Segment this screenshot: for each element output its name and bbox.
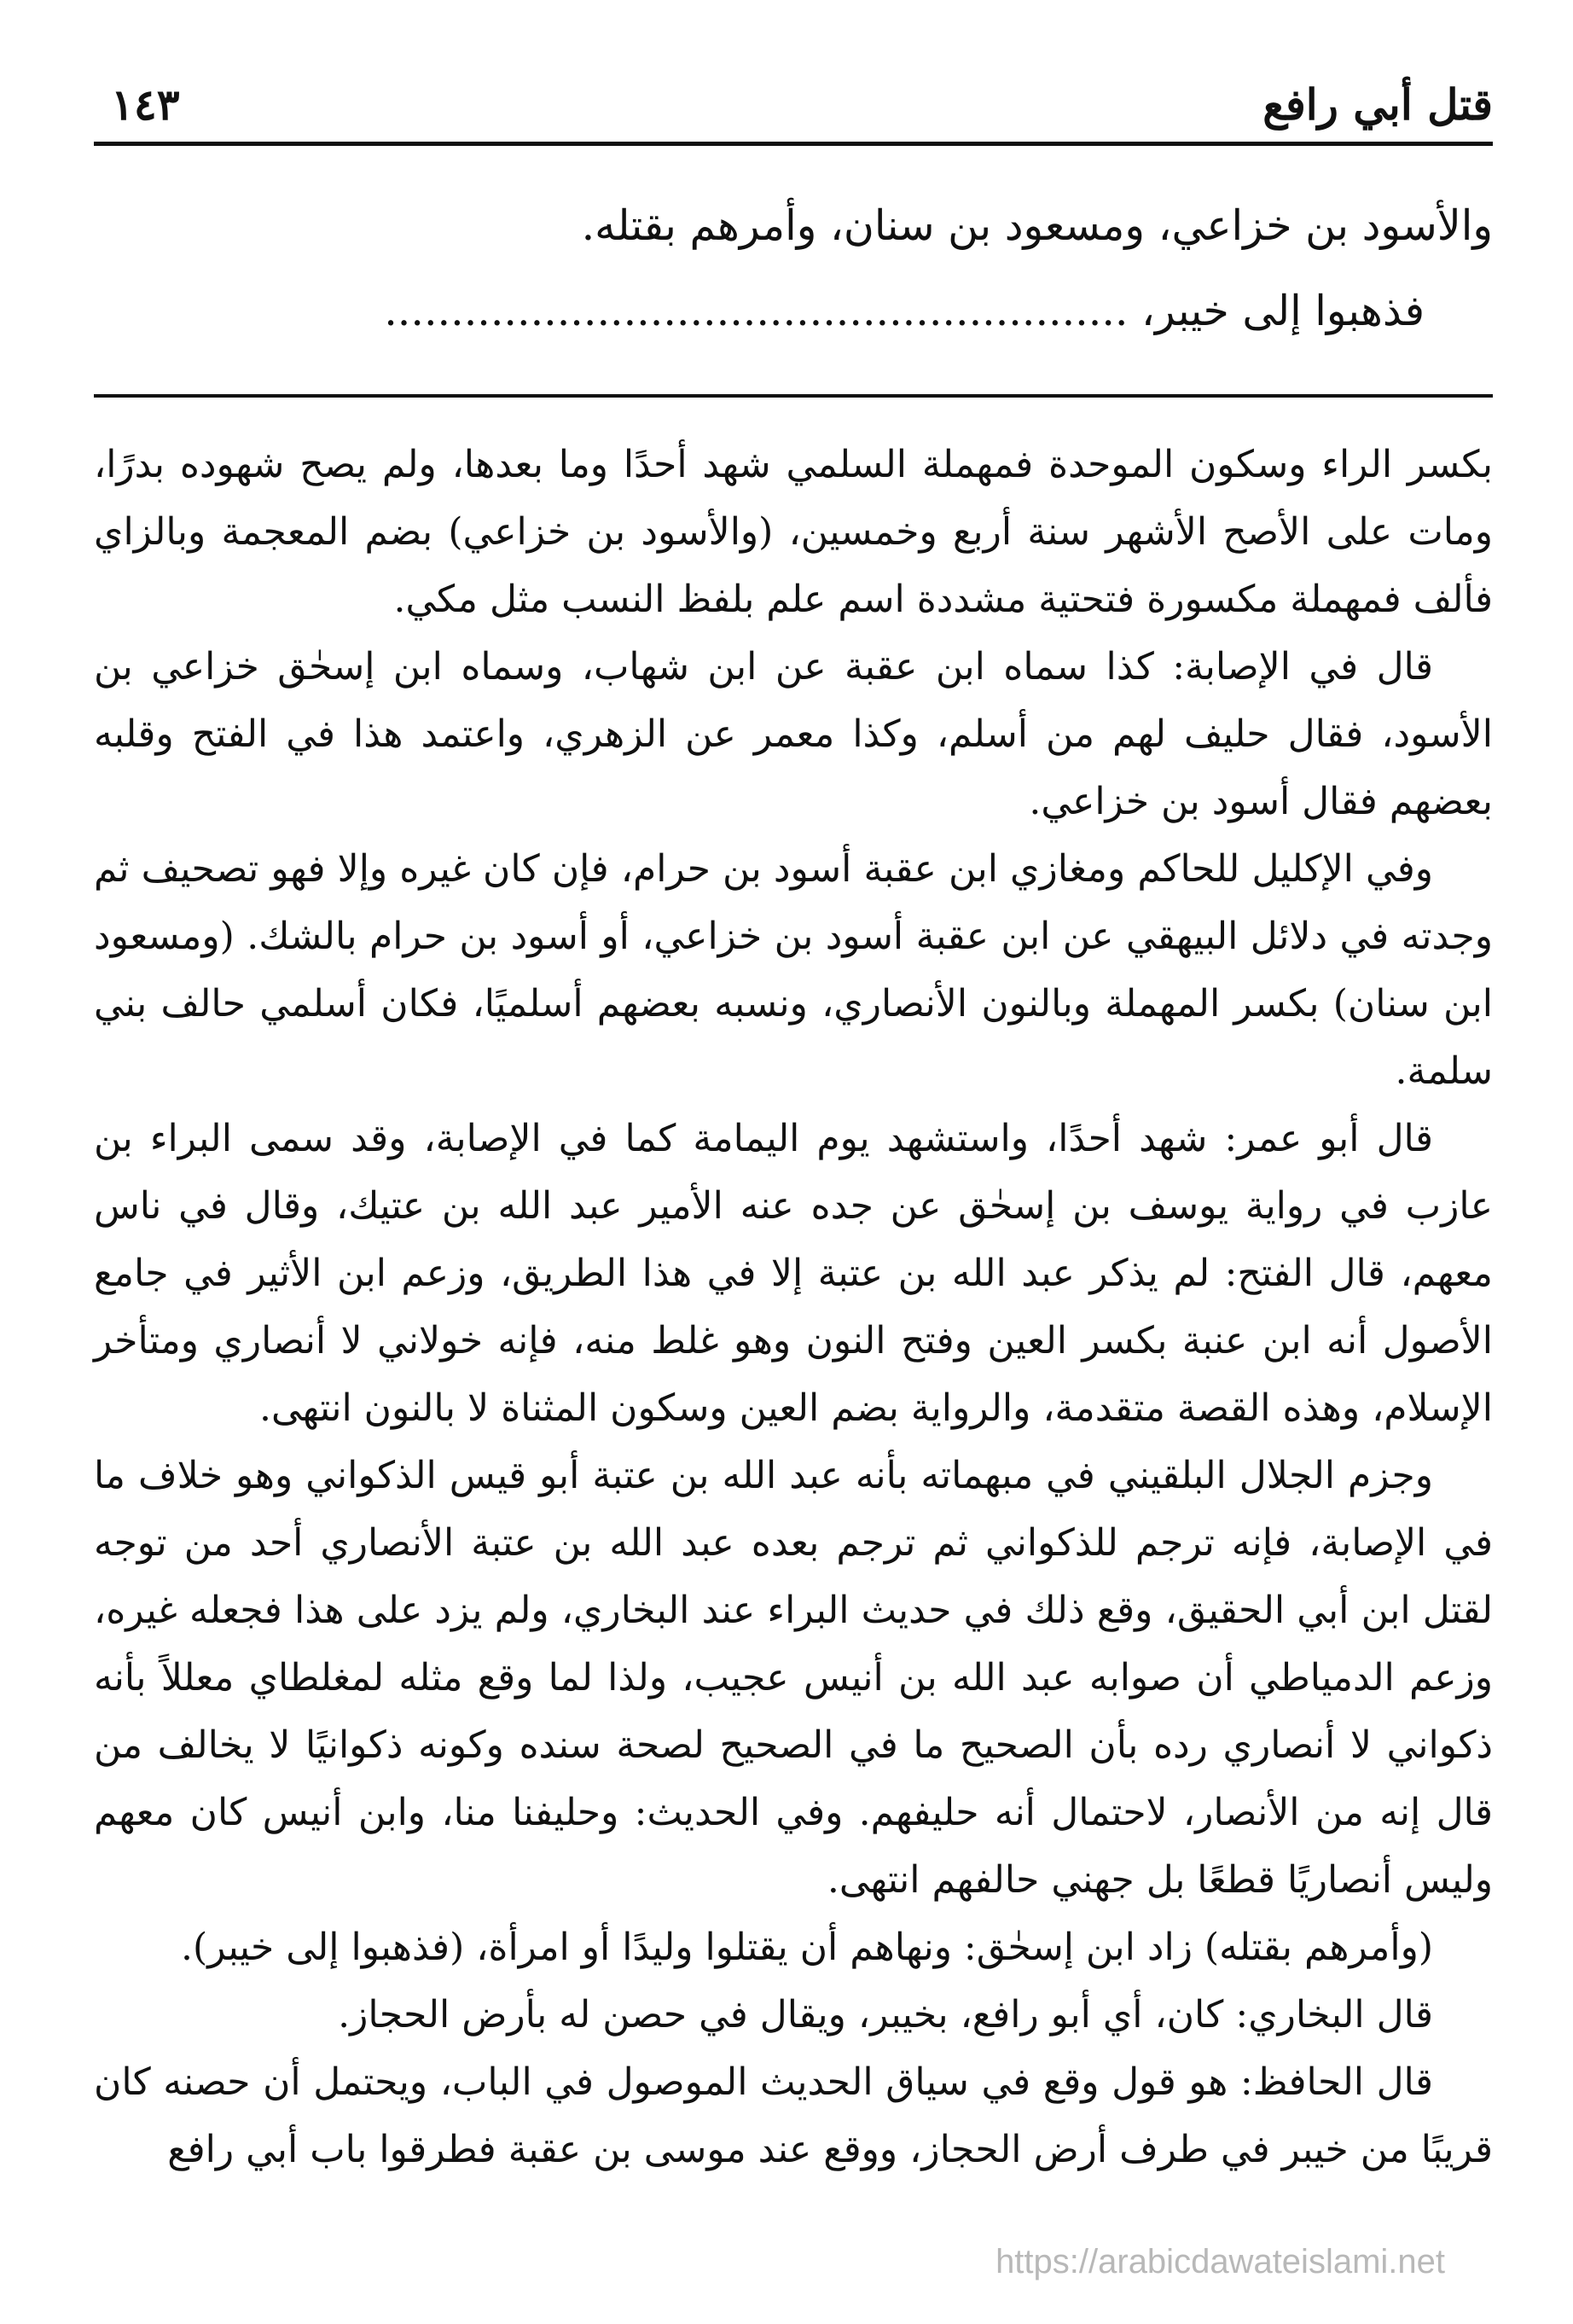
sharh-paragraph: قال في الإصابة: كذا سماه ابن عقبة عن ابن شهاب، وسماه ابن إسحٰق خزاعي بن الأسود، فقال حليف لهم من أسلم، وكذا معمر عن الزهري، واعتمد هذا في الفتح وقلبه بعضهم فقال أسود بن خزاعي.	[94, 645, 1493, 823]
sharh-paragraph: (وأمرهم بقتله) زاد ابن إسحٰق: ونهاهم أن يقتلوا وليدًا أو امرأة، (فذهبوا إلى خيبر).	[181, 1926, 1433, 1969]
matn-line: فذهبوا إلى خيبر، ........................................................	[384, 287, 1425, 335]
matn-text	[94, 183, 1493, 354]
page-number: ١٤٣	[111, 79, 180, 130]
header-rule	[94, 142, 1493, 146]
matn-sharh-separator	[94, 394, 1493, 398]
sharh-paragraph: وفي الإكليل للحاكم ومغازي ابن عقبة أسود بن حرام، فإن كان غيره وإلا فهو تصحيف ثم وجدته في دلائل البيهقي عن ابن عقبة أسود بن خزاعي، أو أسود بن حرام بالشك. (ومسعود ابن سنان) بكسر المهملة وبالنون الأنصاري، ونسبه بعضهم أسلميًا، فكان أسلمي حالف بني سلمة.	[94, 847, 1493, 1093]
sharh-paragraph: بكسر الراء وسكون الموحدة فمهملة السلمي شهد أحدًا وما بعدها، ولم يصح شهوده بدرًا، ومات على الأصح الأشهر سنة أربع وخمسين، (والأسود بن خزاعي) بضم المعجمة وبالزاي فألف فمهملة مكسورة فتحتية مشددة اسم علم بلفظ النسب مثل مكي.	[94, 443, 1493, 621]
sharh-paragraph: وجزم الجلال البلقيني في مبهماته بأنه عبد الله بن عتبة أبو قيس الذكواني وهو خلاف ما في الإصابة، فإنه ترجم للذكواني ثم ترجم بعده عبد الله بن عتبة الأنصاري أحد من توجه لقتل ابن أبي الحقيق، وقع ذلك في حديث البراء عند البخاري، ولم يزد على هذا فجعله غيره، وزعم الدمياطي أن صوابه عبد الله بن أنيس عجيب، ولذا لما وقع مثله لمغلطاي معللاً بأنه ذكواني لا أنصاري رده بأن الصحيح ما في الصحيح لصحة سنده وكونه ذكوانيًا لا يخالف من قال إنه من الأنصار، لاحتمال أنه حليفهم. وفي الحديث: وحليفنا منا، وابن أنيس كان معهم وليس أنصاريًا قطعًا بل جهني حالفهم انتهى.	[94, 1454, 1493, 1902]
sharh-paragraph: قال أبو عمر: شهد أحدًا، واستشهد يوم اليمامة كما في الإصابة، وقد سمى البراء بن عازب في رواية يوسف بن إسحٰق عن جده عنه الأمير عبد الله بن عتيك، وقال في ناس معهم، قال الفتح: لم يذكر عبد الله بن عتبة إلا في هذا الطريق، وزعم ابن الأثير في جامع الأصول أنه ابن عنبة بكسر العين وفتح النون وهو غلط منه، فإنه خولاني لا أنصاري ومتأخر الإسلام، وهذه القصة متقدمة، والرواية بضم العين وسكون المثناة لا بالنون انتهى.	[94, 1117, 1493, 1430]
book-page	[94, 0, 1493, 2324]
page-header	[94, 75, 1493, 143]
running-title: قتل أبي رافع	[1262, 79, 1493, 130]
sharh-paragraph: قال البخاري: كان، أي أبو رافع، بخيبر، ويقال في حصن له بأرض الحجاز.	[338, 1993, 1433, 2036]
sharh-paragraph: قال الحافظ: هو قول وقع في سياق الحديث الموصول في الباب، ويحتمل أن حصنه كان قريبًا من خيبر في طرف أرض الحجاز، ووقع عند موسى بن عقبة فطرقوا باب أبي رافع	[94, 2060, 1493, 2171]
matn-line: والأسود بن خزاعي، ومسعود بن سنان، وأمرهم بقتله.	[581, 201, 1493, 250]
sharh-text	[94, 431, 1493, 2183]
source-watermark: https://arabicdawateislami.net	[995, 2243, 1445, 2280]
